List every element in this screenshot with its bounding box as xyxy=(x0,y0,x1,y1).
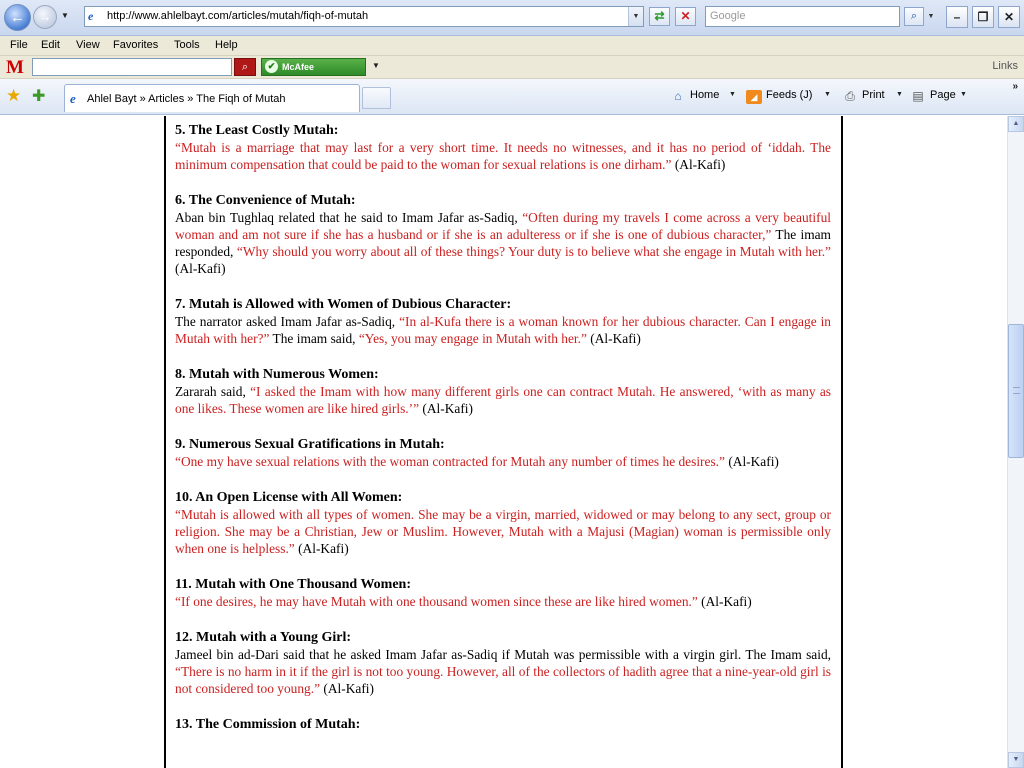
siteadvisor-button[interactable] xyxy=(261,58,366,76)
article-section xyxy=(175,296,831,347)
magnifier-icon: ⌕ xyxy=(241,61,249,73)
tab-bar xyxy=(0,79,1024,115)
add-favorites-icon[interactable]: ✚ xyxy=(32,88,46,105)
quote-text: “I asked the Imam with how many different girls one can contract Mutah. He answered, ‘with as many as one likes. These women are like hired girls.’” xyxy=(175,384,831,416)
section-text xyxy=(175,453,831,470)
forward-button[interactable] xyxy=(33,5,57,29)
mcafee-search-input[interactable] xyxy=(32,58,232,76)
quote-text: “Why should you worry about all of these things? Your duty is to believe what she engage in Mutah with her.” xyxy=(236,244,831,259)
menu-edit[interactable]: Edit xyxy=(41,39,60,51)
section-heading: 7. Mutah is Allowed with Women of Dubious Character: xyxy=(175,297,512,312)
forward-arrow-icon: → xyxy=(38,9,52,24)
article-section xyxy=(175,122,831,173)
menu-file[interactable]: File xyxy=(10,39,28,51)
web-content xyxy=(0,116,1007,768)
menu-help[interactable]: Help xyxy=(215,39,238,51)
quote-text: “Mutah is a marriage that may last for a very short time. It needs no witnesses, and it has no period of ‘iddah. The minimum compensation that could be paid to the woman for sexual relations is one dirham.” xyxy=(175,140,831,172)
quote-text: “In al-Kufa there is a woman known for her dubious character. Can I engage in Mutah with her?” xyxy=(175,314,831,346)
mcafee-logo[interactable]: M xyxy=(6,57,24,78)
scroll-grip-icon xyxy=(1013,387,1020,394)
section-text xyxy=(175,313,831,347)
quote-text: “There is no harm in it if the girl is not too young. However, all of the collectors of hadith agree that a nine-year-old girl is not considered too young.” xyxy=(175,664,831,696)
quote-text: “If one desires, he may have Mutah with one thousand women since these are like hired women.” xyxy=(175,594,698,609)
section-heading: 12. Mutah with a Young Girl: xyxy=(175,630,352,645)
narration-text: (Al-Kafi) xyxy=(586,331,641,346)
narration-text: Zararah said, xyxy=(175,384,251,399)
scroll-up-button[interactable]: ▲ xyxy=(1008,116,1024,132)
home-button[interactable] xyxy=(670,89,719,103)
narration-text: (Al-Kafi) xyxy=(294,541,349,556)
narration-text: (Al-Kafi) xyxy=(320,681,374,696)
page-button[interactable] xyxy=(910,89,956,103)
print-label: Print xyxy=(862,89,885,101)
section-heading: 9. Numerous Sexual Gratifications in Mutah: xyxy=(175,437,445,452)
menu-favorites[interactable]: Favorites xyxy=(113,39,159,51)
section-heading: 13. The Commission of Mutah: xyxy=(175,717,361,732)
narration-text: (Al-Kafi) xyxy=(724,454,779,469)
restore-icon: ❐ xyxy=(977,10,989,24)
search-options-dropdown[interactable]: ▼ xyxy=(927,13,935,20)
new-tab-button[interactable] xyxy=(362,87,391,109)
quote-text: “Mutah is allowed with all types of women. She may be a virgin, married, widowed or may belong to any sect, group or religion. She may be a Christian, Jew or Muslim. However, Mutah with a Majusi (Magian) woman is permissible only when one is helpless.” xyxy=(175,507,831,556)
refresh-icon: ⇄ xyxy=(654,9,665,23)
narration-text: The imam said, xyxy=(269,331,359,346)
section-heading: 8. Mutah with Numerous Women: xyxy=(175,367,379,382)
article-section xyxy=(175,436,831,470)
address-bar-row xyxy=(0,0,1024,36)
section-heading: 10. An Open License with All Women: xyxy=(175,490,403,505)
quote-text: “Often during my travels I come across a very beautiful woman and am not sure if she has a husband or if she is an adulteress or if she is one of dubious character,” xyxy=(175,210,832,242)
stop-icon: ✕ xyxy=(680,9,691,23)
article-section xyxy=(175,629,831,697)
close-icon: ✕ xyxy=(1003,10,1015,24)
section-heading: 5. The Least Costly Mutah: xyxy=(175,123,339,138)
tab-active[interactable] xyxy=(64,84,360,112)
vertical-scrollbar[interactable] xyxy=(1007,116,1024,768)
address-dropdown-button[interactable]: ▼ xyxy=(628,7,643,26)
section-text xyxy=(175,646,831,697)
tab-title: Ahlel Bayt » Articles » The Fiqh of Mutah xyxy=(87,93,286,105)
section-text xyxy=(175,209,831,277)
menu-view[interactable]: View xyxy=(76,39,100,51)
section-heading: 6. The Convenience of Mutah: xyxy=(175,193,356,208)
more-commands-chevron-icon[interactable]: » xyxy=(1012,81,1018,92)
back-arrow-icon: ← xyxy=(10,9,25,26)
page-dropdown[interactable]: ▼ xyxy=(960,91,967,98)
narration-text: Aban bin Tughlaq related that he said to Imam Jafar as-Sadiq, xyxy=(175,210,523,225)
home-label: Home xyxy=(690,89,720,101)
feeds-label: Feeds (J) xyxy=(766,89,813,101)
narration-text: Jameel bin ad-Dari said that he asked Imam Jafar as-Sadiq if Mutah was permissible with a virgin girl. The Imam said, xyxy=(175,647,831,662)
back-button[interactable] xyxy=(4,4,31,31)
printer-icon: ⎙ xyxy=(845,89,855,103)
search-input[interactable]: Google xyxy=(705,6,900,27)
section-heading: 11. Mutah with One Thousand Women: xyxy=(175,577,411,592)
menu-tools[interactable]: Tools xyxy=(174,39,200,51)
links-label[interactable]: Links xyxy=(992,60,1018,72)
checkmark-icon: ✔ xyxy=(265,60,278,73)
page-label: Page xyxy=(930,89,956,101)
feeds-button[interactable] xyxy=(746,89,812,104)
scroll-thumb[interactable] xyxy=(1008,324,1024,458)
url-text[interactable]: http://www.ahlelbayt.com/articles/mutah/fiqh-of-mutah xyxy=(107,10,369,22)
stop-button[interactable] xyxy=(675,7,696,26)
section-text xyxy=(175,139,831,173)
feeds-dropdown[interactable]: ▼ xyxy=(824,91,831,98)
narration-text: (Al-Kafi) xyxy=(175,261,226,276)
ie-page-icon: e xyxy=(88,9,94,23)
siteadvisor-label: McAfee xyxy=(282,62,315,72)
mcafee-toolbar xyxy=(0,56,1024,79)
ie-page-icon: e xyxy=(70,91,76,106)
scroll-down-button[interactable]: ▼ xyxy=(1008,752,1024,768)
article-section xyxy=(175,489,831,557)
narration-text: (Al-Kafi) xyxy=(419,401,473,416)
rss-feed-icon: ◢ xyxy=(746,90,762,104)
search-icon: ⌕ xyxy=(910,10,918,22)
address-field[interactable] xyxy=(84,6,644,27)
home-icon: ⌂ xyxy=(674,89,682,103)
section-text xyxy=(175,593,831,610)
article-section xyxy=(175,716,831,733)
siteadvisor-dropdown[interactable]: ▼ xyxy=(372,61,380,70)
refresh-button[interactable] xyxy=(649,7,670,26)
narration-text: The imam responded, xyxy=(175,227,831,259)
quote-text: “One my have sexual relations with the woman contracted for Mutah any number of times he desires.” xyxy=(175,454,725,469)
menu-bar xyxy=(0,36,1024,56)
section-text xyxy=(175,506,831,557)
narration-text: The narrator asked Imam Jafar as-Sadiq, xyxy=(175,314,400,329)
home-dropdown[interactable]: ▼ xyxy=(729,91,736,98)
favorites-star-icon[interactable]: ★ xyxy=(6,86,22,105)
close-button[interactable] xyxy=(998,6,1020,28)
print-button[interactable] xyxy=(842,89,885,103)
quote-text: “Yes, you may engage in Mutah with her.” xyxy=(358,331,587,346)
article-section xyxy=(175,576,831,610)
section-text xyxy=(175,383,831,417)
article-body xyxy=(175,122,831,752)
search-button[interactable] xyxy=(904,7,924,26)
narration-text: (Al-Kafi) xyxy=(697,594,752,609)
narration-text: (Al-Kafi) xyxy=(671,157,726,172)
print-dropdown[interactable]: ▼ xyxy=(896,91,903,98)
page-icon: ▤ xyxy=(912,89,924,103)
minimize-icon: – xyxy=(953,10,961,24)
recent-pages-dropdown[interactable]: ▼ xyxy=(61,11,69,20)
mcafee-search-button[interactable] xyxy=(234,58,256,76)
restore-button[interactable] xyxy=(972,6,994,28)
minimize-button[interactable] xyxy=(946,6,968,28)
article-section xyxy=(175,366,831,417)
article-section xyxy=(175,192,831,277)
